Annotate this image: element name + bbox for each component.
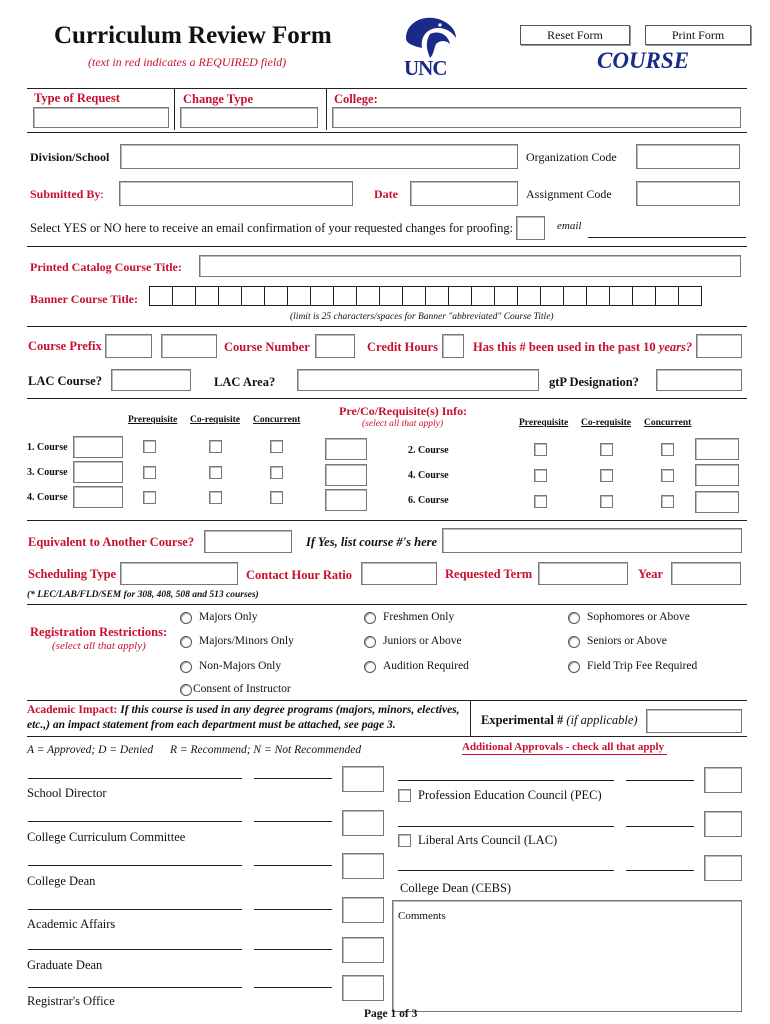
academic-affairs-decision[interactable] bbox=[342, 897, 384, 923]
lac-area-label: LAC Area? bbox=[214, 375, 276, 389]
college-committee-date[interactable] bbox=[254, 821, 332, 822]
college-select[interactable] bbox=[332, 107, 741, 128]
change-type-select[interactable] bbox=[180, 107, 318, 128]
registrar-decision[interactable] bbox=[342, 975, 384, 1001]
bear-logo-icon bbox=[400, 14, 462, 62]
lac-decision[interactable] bbox=[704, 811, 742, 837]
course-number-label: Course Number bbox=[224, 340, 310, 354]
academic-affairs-label: Academic Affairs bbox=[27, 917, 116, 931]
lac-signature[interactable] bbox=[398, 826, 614, 827]
consent-label: Consent of Instructor bbox=[193, 683, 291, 695]
majors-minors-label: Majors/Minors Only bbox=[199, 635, 294, 647]
division-school-input[interactable] bbox=[120, 144, 518, 169]
majors-only-radio[interactable] bbox=[180, 612, 192, 624]
form-type-label: COURSE bbox=[597, 48, 690, 73]
req-right-1-co-checkbox[interactable] bbox=[600, 443, 613, 456]
school-director-label: School Director bbox=[27, 786, 107, 800]
req-left-2-co-checkbox[interactable] bbox=[209, 466, 222, 479]
req-left-3-input[interactable] bbox=[73, 486, 123, 508]
division-school-label: Division/School bbox=[30, 150, 110, 164]
form-title: Curriculum Review Form bbox=[54, 22, 332, 49]
type-of-request-label: Type of Request bbox=[34, 91, 120, 105]
college-dean-signature[interactable] bbox=[28, 865, 242, 866]
req-right-1-label: 2. Course bbox=[408, 445, 449, 456]
seniors-label: Seniors or Above bbox=[587, 635, 667, 647]
req-left-2-con-checkbox[interactable] bbox=[270, 466, 283, 479]
assignment-code-label: Assignment Code bbox=[526, 187, 612, 201]
requisites-subtitle: (select all that apply) bbox=[362, 419, 443, 429]
school-director-decision[interactable] bbox=[342, 766, 384, 792]
course-prefix-extra-input[interactable] bbox=[161, 334, 217, 358]
registrar-date[interactable] bbox=[254, 987, 332, 988]
req-left-1-pre-checkbox[interactable] bbox=[143, 440, 156, 453]
additional-approvals-label: Additional Approvals - check all that apply bbox=[462, 741, 665, 753]
date-input[interactable] bbox=[410, 181, 518, 206]
lac-area-select[interactable] bbox=[297, 369, 539, 391]
audition-label: Audition Required bbox=[383, 660, 469, 672]
course-prefix-input[interactable] bbox=[105, 334, 152, 358]
req-mid-3-input[interactable] bbox=[325, 489, 367, 511]
graduate-dean-date[interactable] bbox=[254, 949, 332, 950]
graduate-dean-decision[interactable] bbox=[342, 937, 384, 963]
freshmen-only-radio[interactable] bbox=[364, 612, 376, 624]
req-left-3-co-checkbox[interactable] bbox=[209, 491, 222, 504]
req-right-2-label: 4. Course bbox=[408, 470, 449, 481]
left-col-concurrent: Concurrent bbox=[253, 415, 301, 425]
scheduling-type-select[interactable] bbox=[120, 562, 238, 585]
right-col-concurrent: Concurrent bbox=[644, 418, 692, 428]
sophomores-radio[interactable] bbox=[568, 612, 580, 624]
majors-minors-radio[interactable] bbox=[180, 636, 192, 648]
field-trip-label: Field Trip Fee Required bbox=[587, 660, 698, 672]
assignment-code-input[interactable] bbox=[636, 181, 740, 206]
equivalent-label: Equivalent to Another Course? bbox=[28, 535, 195, 549]
legend-recommend: R = Recommend; N = Not Recommended bbox=[170, 744, 362, 756]
email-confirm-text: Select YES or NO here to receive an email confirmation of your requested changes for proofing: bbox=[30, 221, 514, 235]
college-committee-label: College Curriculum Committee bbox=[27, 830, 186, 844]
non-majors-label: Non-Majors Only bbox=[199, 660, 282, 672]
lec-note: (* LEC/LAB/FLD/SEM for 308, 408, 508 and 513 courses) bbox=[27, 590, 259, 600]
juniors-radio[interactable] bbox=[364, 636, 376, 648]
email-input[interactable] bbox=[588, 237, 746, 238]
gtp-select[interactable] bbox=[656, 369, 742, 391]
req-right-1-input[interactable] bbox=[695, 438, 739, 460]
date-label: Date bbox=[374, 187, 398, 201]
experimental-label: Experimental # bbox=[481, 713, 564, 727]
req-right-2-con-checkbox[interactable] bbox=[661, 469, 674, 482]
lac-checkbox[interactable] bbox=[398, 834, 411, 847]
requisites-title: Pre/Co/Requisite(s) Info: bbox=[339, 404, 468, 418]
header-divider bbox=[27, 88, 747, 89]
used-past-select[interactable] bbox=[696, 334, 742, 358]
field-trip-radio[interactable] bbox=[568, 661, 580, 673]
school-director-signature[interactable] bbox=[28, 778, 242, 779]
organization-code-label: Organization Code bbox=[526, 150, 617, 164]
registration-label: Registration Restrictions: bbox=[30, 625, 168, 639]
banner-title-label: Banner Course Title: bbox=[30, 292, 139, 306]
comments-label: Comments bbox=[398, 910, 446, 922]
printed-title-input[interactable] bbox=[199, 255, 741, 277]
req-right-2-input[interactable] bbox=[695, 464, 739, 486]
registrar-label: Registrar's Office bbox=[27, 994, 115, 1008]
cebs-date[interactable] bbox=[626, 870, 694, 871]
organization-code-input[interactable] bbox=[636, 144, 740, 169]
type-of-request-select[interactable] bbox=[33, 107, 169, 128]
college-dean-decision[interactable] bbox=[342, 853, 384, 879]
req-left-3-pre-checkbox[interactable] bbox=[143, 491, 156, 504]
juniors-label: Juniors or Above bbox=[383, 635, 462, 647]
college-label: College: bbox=[334, 92, 378, 106]
year-label: Year bbox=[638, 567, 663, 581]
course-number-input[interactable] bbox=[315, 334, 355, 358]
contact-hour-ratio-label: Contact Hour Ratio bbox=[246, 568, 353, 582]
submitted-by-label: Submitted By bbox=[30, 187, 101, 201]
banner-note: (limit is 25 characters/spaces for Banner "abbreviated" Course Title) bbox=[290, 312, 554, 322]
academic-affairs-signature[interactable] bbox=[28, 909, 242, 910]
course-prefix-label: Course Prefix bbox=[28, 339, 102, 353]
used-past-label: Has this # been used in the past 10 bbox=[473, 340, 656, 354]
impact-text: etc.,) an impact statement from each department must be attached, see page 3. bbox=[27, 719, 396, 731]
experimental-input[interactable] bbox=[646, 709, 742, 733]
req-left-1-input[interactable] bbox=[73, 436, 123, 458]
consent-radio[interactable] bbox=[180, 684, 192, 696]
graduate-dean-label: Graduate Dean bbox=[27, 958, 103, 972]
email-label: email bbox=[557, 220, 582, 232]
printed-title-label: Printed Catalog Course Title: bbox=[30, 260, 182, 274]
non-majors-radio[interactable] bbox=[180, 661, 192, 673]
cebs-label: College Dean (CEBS) bbox=[400, 881, 512, 895]
print-form-button[interactable]: Print Form bbox=[645, 25, 751, 45]
req-left-3-con-checkbox[interactable] bbox=[270, 491, 283, 504]
req-right-2-co-checkbox[interactable] bbox=[600, 469, 613, 482]
left-col-corequisite: Co-requisite bbox=[190, 415, 240, 425]
requested-term-select[interactable] bbox=[538, 562, 628, 585]
list-courses-input[interactable] bbox=[442, 528, 742, 553]
cebs-signature[interactable] bbox=[398, 870, 614, 871]
college-dean-date[interactable] bbox=[254, 865, 332, 866]
majors-only-label: Majors Only bbox=[199, 611, 258, 623]
equivalent-select[interactable] bbox=[204, 530, 292, 553]
req-left-1-con-checkbox[interactable] bbox=[270, 440, 283, 453]
college-dean-label: College Dean bbox=[27, 874, 96, 888]
req-right-3-input[interactable] bbox=[695, 491, 739, 513]
email-confirm-select[interactable] bbox=[516, 216, 545, 240]
pec-checkbox[interactable] bbox=[398, 789, 411, 802]
college-committee-decision[interactable] bbox=[342, 810, 384, 836]
req-mid-2-input[interactable] bbox=[325, 464, 367, 486]
registration-sub: (select all that apply) bbox=[52, 640, 146, 652]
req-right-3-label: 6. Course bbox=[408, 495, 449, 506]
seniors-radio[interactable] bbox=[568, 636, 580, 648]
req-right-3-co-checkbox[interactable] bbox=[600, 495, 613, 508]
req-right-1-con-checkbox[interactable] bbox=[661, 443, 674, 456]
graduate-dean-signature[interactable] bbox=[28, 949, 242, 950]
change-type-label: Change Type bbox=[183, 92, 254, 106]
school-director-date[interactable] bbox=[254, 778, 332, 779]
reset-form-button[interactable]: Reset Form bbox=[520, 25, 630, 45]
lac-label: Liberal Arts Council (LAC) bbox=[418, 833, 558, 847]
credit-hours-label: Credit Hours bbox=[367, 340, 438, 354]
req-left-2-label: 3. Course bbox=[27, 467, 68, 478]
registrar-signature[interactable] bbox=[28, 987, 242, 988]
curriculum-review-form: Curriculum Review Form (text in red indicates a REQUIRED field) UNC Reset Form Print Form COURSE Type of Request Change Type College: Division/School Organization Code Submitted By: Date Assignment Code Select YES or NO here to receive an email confirmation of your requested changes for proofing: email Printed Catalog Course Title: Banner Course Title: (limit is 25 characters/spaces for Banner "abbreviated" Course Title) Course Prefix Course Number Credit Hours Has this # been used in the past 10 years? LAC Course? LAC Area? gtP Designation? Pre/Co/Requisite(s) Info: (select all that apply) Prerequisite Co-requisite Concurrent Prerequisite Co-requisite Concurrent 1. Course 3. Course 4. Course 2. Course 4. Course 6. Course Equivalent to Another Course? If Yes, list course #'s here Scheduling Type Contact Hour Ratio Requested Term Year (* LEC/LAB/FLD/SEM for 308, 408, 508 and 513 courses) Registration Restrictions: (select all that apply) Majors Only Freshmen Only Sophomores or Above Majors/Minors Only Juniors or Above Seniors or Above Non-Majors Only Audition Required Field Trip Fee Required Consent of Instructor Academic Impact: If this course is used in any degree programs (majors, minors, electives, etc.,) an impact statement from each department must be attached, see page 3. Experimental # (if applicable) A = Approved; D = Denied R = Recommend; N = Not Recommended Additional Approvals - check all that apply School Director College Curriculum Committee College Dean Academic Affairs Graduate Dean Registrar's Office Profession Education Council (PEC) Liberal Arts Council (LAC) College Dean (CEBS) Comments Page 1 of 3 bbox=[0, 0, 770, 1024]
req-left-2-input[interactable] bbox=[73, 461, 123, 483]
credit-hours-input[interactable] bbox=[442, 334, 464, 358]
list-courses-label: If Yes, list course #'s here bbox=[306, 535, 438, 549]
req-right-3-pre-checkbox[interactable] bbox=[534, 495, 547, 508]
lac-date[interactable] bbox=[626, 826, 694, 827]
req-right-1-pre-checkbox[interactable] bbox=[534, 443, 547, 456]
academic-affairs-date[interactable] bbox=[254, 909, 332, 910]
lac-course-select[interactable] bbox=[111, 369, 191, 391]
page-number: Page 1 of 3 bbox=[364, 1008, 418, 1020]
cebs-decision[interactable] bbox=[704, 855, 742, 881]
required-note: (text in red indicates a REQUIRED field) bbox=[88, 55, 287, 69]
submitted-by-input[interactable] bbox=[119, 181, 353, 206]
freshmen-only-label: Freshmen Only bbox=[383, 611, 455, 623]
req-left-3-label: 4. Course bbox=[27, 492, 68, 503]
req-left-1-co-checkbox[interactable] bbox=[209, 440, 222, 453]
banner-title-cells[interactable] bbox=[150, 286, 702, 306]
year-input[interactable] bbox=[671, 562, 741, 585]
pec-signature[interactable] bbox=[398, 780, 614, 781]
pec-decision[interactable] bbox=[704, 767, 742, 793]
sophomores-label: Sophomores or Above bbox=[587, 611, 690, 623]
right-col-corequisite: Co-requisite bbox=[581, 418, 631, 428]
req-right-2-pre-checkbox[interactable] bbox=[534, 469, 547, 482]
legend-approved: A = Approved; D = Denied bbox=[27, 744, 154, 756]
lac-course-label: LAC Course? bbox=[28, 374, 102, 388]
requested-term-label: Requested Term bbox=[445, 567, 533, 581]
academic-impact-label: Academic Impact: bbox=[27, 704, 118, 716]
pec-date[interactable] bbox=[626, 780, 694, 781]
pec-label: Profession Education Council (PEC) bbox=[418, 788, 602, 802]
left-col-prerequisite: Prerequisite bbox=[128, 415, 178, 425]
req-left-1-label: 1. Course bbox=[27, 442, 68, 453]
unc-logo bbox=[400, 14, 462, 78]
logo-text: UNC bbox=[404, 56, 447, 80]
right-col-prerequisite: Prerequisite bbox=[519, 418, 569, 428]
req-left-2-pre-checkbox[interactable] bbox=[143, 466, 156, 479]
scheduling-type-label: Scheduling Type bbox=[28, 567, 117, 581]
gtp-label: gtP Designation? bbox=[549, 375, 639, 389]
college-committee-signature[interactable] bbox=[28, 821, 242, 822]
contact-hour-ratio-input[interactable] bbox=[361, 562, 437, 585]
req-mid-1-input[interactable] bbox=[325, 438, 367, 460]
req-right-3-con-checkbox[interactable] bbox=[661, 495, 674, 508]
audition-radio[interactable] bbox=[364, 661, 376, 673]
